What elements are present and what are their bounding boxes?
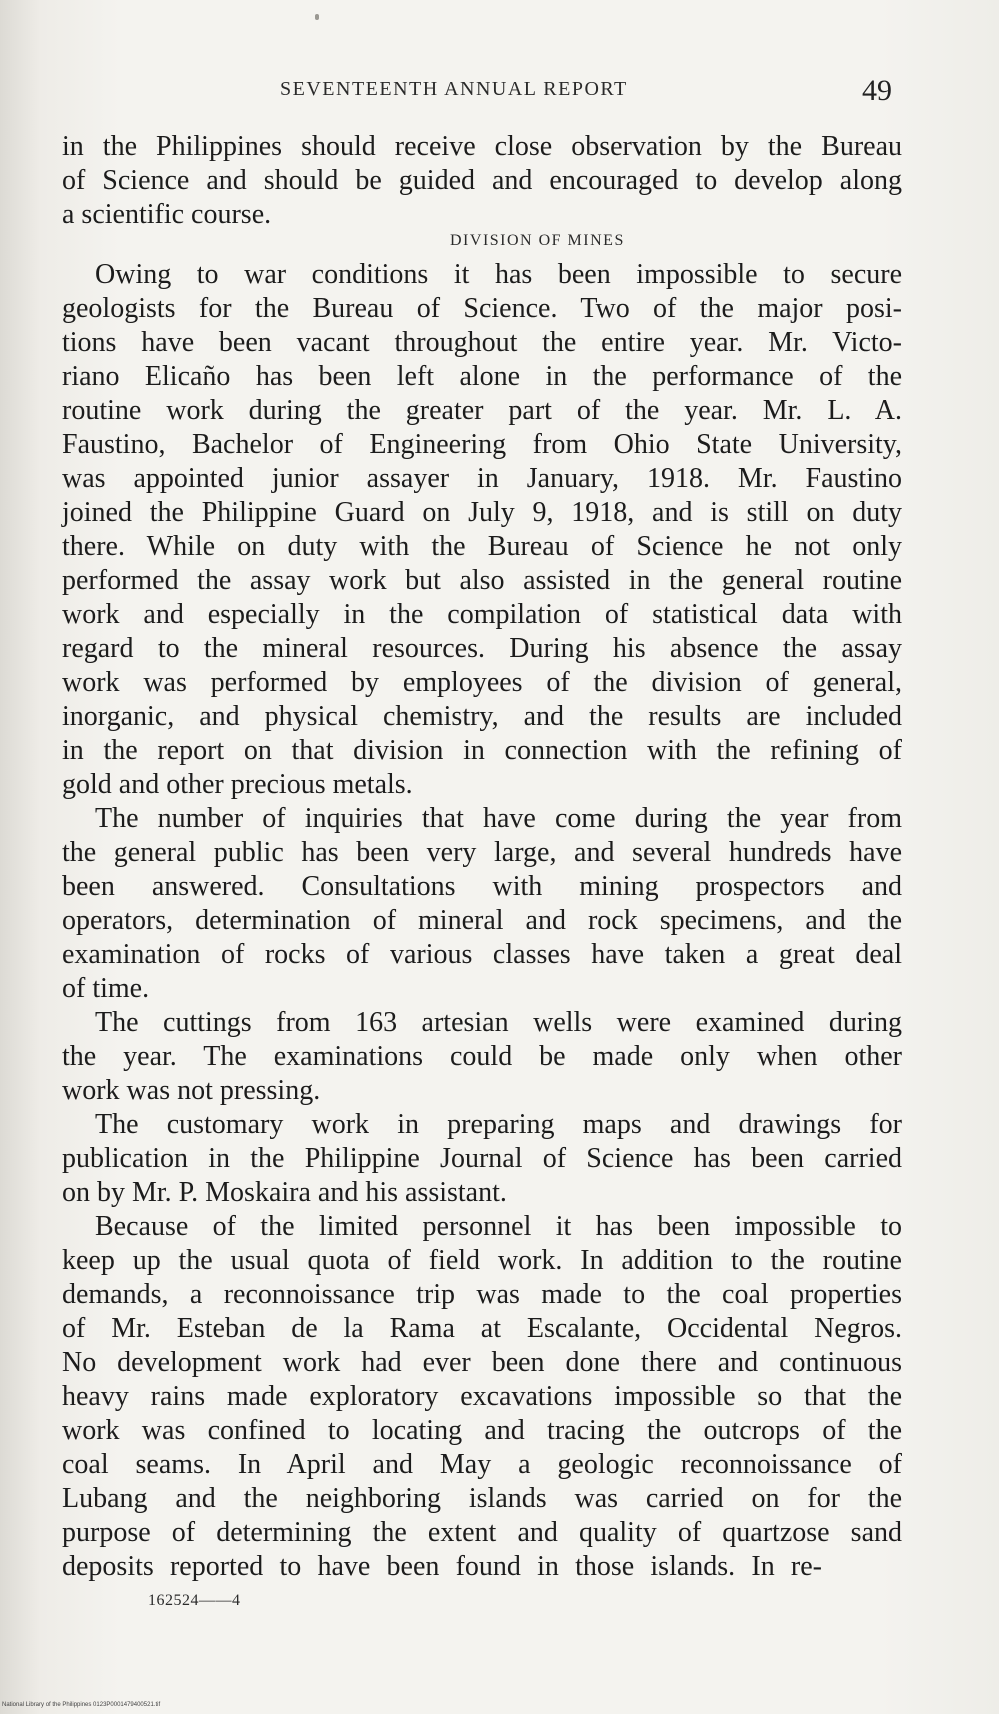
body-line: the general public has been very large, and several hundreds have (62, 837, 902, 868)
body-line: examination of rocks of various classes have taken a great deal (62, 939, 902, 970)
body-line: demands, a reconnoissance trip was made to the coal properties (62, 1279, 902, 1310)
body-line: of time. (62, 973, 150, 1004)
body-line: The customary work in preparing maps and drawings for (95, 1109, 902, 1140)
body-line: riano Elicaño has been left alone in the performance of the (62, 361, 902, 392)
running-head: SEVENTEENTH ANNUAL REPORT (280, 78, 628, 100)
body-line: coal seams. In April and May a geologic reconnoissance of (62, 1449, 902, 1480)
body-line: regard to the mineral resources. During his absence the assay (62, 633, 902, 664)
body-line: the year. The examinations could be made only when other (62, 1041, 902, 1072)
body-line: geologists for the Bureau of Science. Two of the major posi- (62, 293, 902, 324)
library-credit: National Library of the Philippines 0123P0001479400521.tif (2, 1702, 161, 1708)
body-line: purpose of determining the extent and quality of quartzose sand (62, 1517, 902, 1548)
body-line: tions have been vacant throughout the entire year. Mr. Victo- (62, 327, 902, 358)
body-line: publication in the Philippine Journal of Science has been carried (62, 1143, 902, 1174)
body-line: Because of the limited personnel it has been impossible to (95, 1211, 902, 1242)
body-line: a scientific course. (62, 199, 272, 230)
body-line: performed the assay work but also assisted in the general routine (62, 565, 902, 596)
body-line: of Science and should be guided and encouraged to develop along (62, 165, 902, 196)
body-line: Faustino, Bachelor of Engineering from Ohio State University, (62, 429, 902, 460)
body-line: gold and other precious metals. (62, 769, 413, 800)
body-line: work was performed by employees of the division of general, (62, 667, 902, 698)
section-heading: DIVISION OF MINES (450, 232, 625, 249)
body-line: work and especially in the compilation of statistical data with (62, 599, 902, 630)
body-line: routine work during the greater part of the year. Mr. L. A. (62, 395, 902, 426)
body-line: in the report on that division in connection with the refining of (62, 735, 902, 766)
body-line: operators, determination of mineral and rock specimens, and the (62, 905, 902, 936)
body-line: work was confined to locating and tracing the outcrops of the (62, 1415, 902, 1446)
body-line: joined the Philippine Guard on July 9, 1918, and is still on duty (62, 497, 902, 528)
body-line: No development work had ever been done there and continuous (62, 1347, 902, 1378)
scan-speck (315, 14, 319, 20)
body-line: Owing to war conditions it has been impossible to secure (95, 259, 902, 290)
body-line: Lubang and the neighboring islands was carried on for the (62, 1483, 902, 1514)
body-line: deposits reported to have been found in those islands. In re- (62, 1551, 822, 1582)
body-line: there. While on duty with the Bureau of Science he not only (62, 531, 902, 562)
body-line: in the Philippines should receive close observation by the Bureau (62, 131, 902, 162)
body-line: heavy rains made exploratory excavations impossible so that the (62, 1381, 902, 1412)
body-line: keep up the usual quota of field work. In addition to the routine (62, 1245, 902, 1276)
signature-mark: 162524——4 (148, 1592, 241, 1609)
body-line: on by Mr. P. Moskaira and his assistant. (62, 1177, 507, 1208)
body-line: was appointed junior assayer in January, 1918. Mr. Faustino (62, 463, 902, 494)
page-number: 49 (862, 74, 892, 107)
body-line: The number of inquiries that have come during the year from (95, 803, 902, 834)
body-line: of Mr. Esteban de la Rama at Escalante, Occidental Negros. (62, 1313, 902, 1344)
body-line: inorganic, and physical chemistry, and the results are included (62, 701, 902, 732)
body-line: work was not pressing. (62, 1075, 321, 1106)
body-line: The cuttings from 163 artesian wells were examined during (95, 1007, 902, 1038)
body-line: been answered. Consultations with mining prospectors and (62, 871, 902, 902)
